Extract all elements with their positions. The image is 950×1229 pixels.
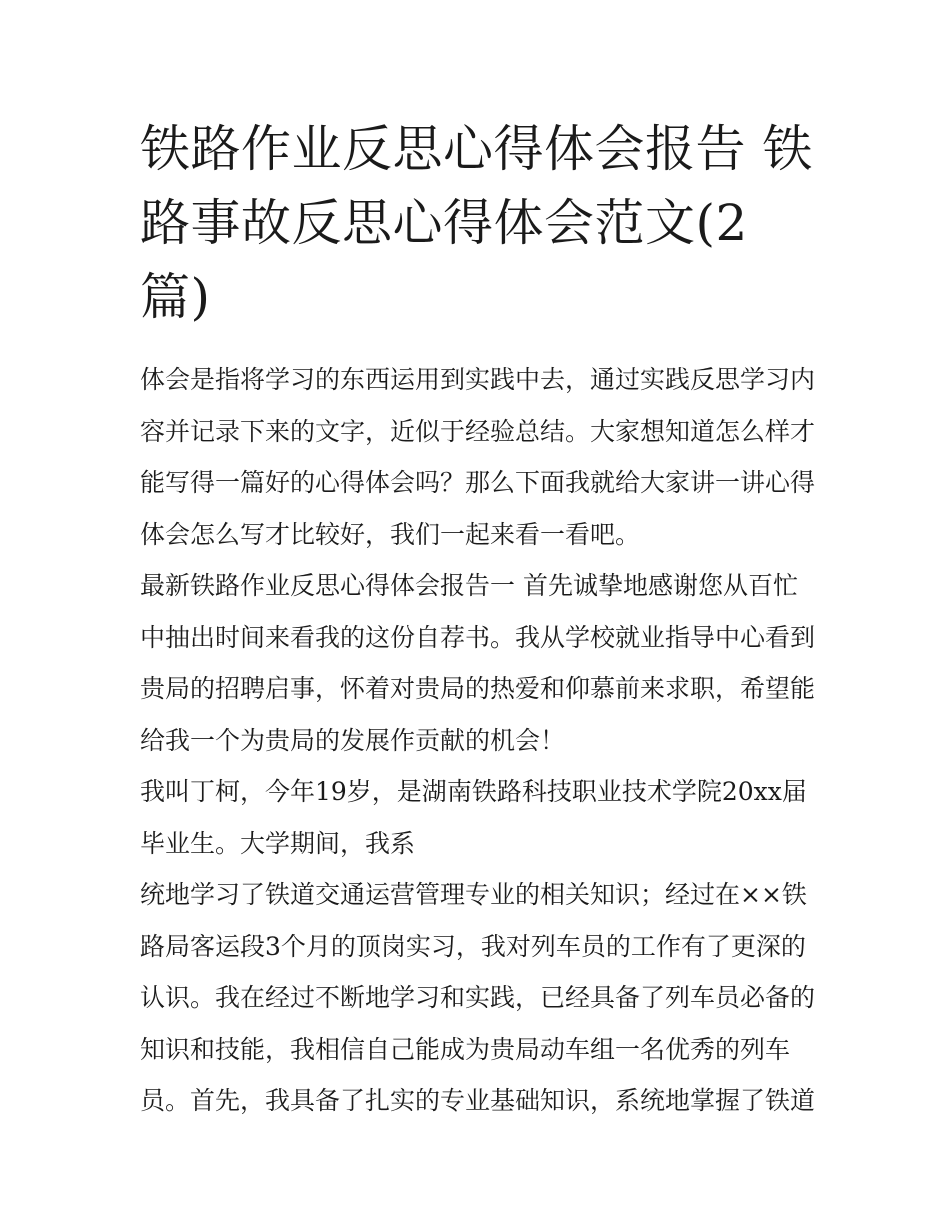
body-line: 路局客运段3个月的顶岗实习，我对列车员的工作有了更深的: [140, 931, 806, 961]
body-line: 体会怎么写才比较好，我们一起来看一看吧。: [140, 519, 641, 549]
body-line: 给我一个为贵局的发展作贡献的机会！: [140, 725, 566, 755]
document-title: [140, 112, 820, 334]
title-line: 篇): [140, 268, 211, 326]
body-line: 中抽出时间来看我的这份自荐书。我从学校就业指导中心看到: [140, 622, 816, 652]
body-line: 认识。我在经过不断地学习和实践，已经具备了列车员必备的: [140, 983, 816, 1012]
body-line: 最新铁路作业反思心得体会报告一 首先诚挚地感谢您从百忙: [140, 571, 798, 600]
body-line: 我叫丁柯，今年19岁，是湖南铁路科技职业技术学院20xx届: [140, 777, 807, 806]
title-line: 铁路作业反思心得体会报告 铁: [140, 120, 813, 178]
body-line: 体会是指将学习的东西运用到实践中去，通过实践反思学习内: [140, 365, 816, 394]
title-line: 路事故反思心得体会范文(2: [140, 194, 748, 252]
body-line: 能写得一篇好的心得体会吗？那么下面我就给大家讲一讲心得: [140, 468, 816, 497]
body-line: 毕业生。大学期间，我系: [140, 828, 416, 858]
document-body: [140, 360, 820, 1133]
body-line: 统地学习了铁道交通运营管理专业的相关知识；经过在××铁: [140, 880, 807, 909]
body-line: 贵局的招聘启事，怀着对贵局的热爱和仰慕前来求职，希望能: [140, 674, 816, 703]
body-line: 容并记录下来的文字，近似于经验总结。大家想知道怎么样才: [140, 416, 816, 446]
body-line: 知识和技能，我相信自己能成为贵局动车组一名优秀的列车: [140, 1034, 791, 1064]
body-line: 员。首先，我具备了扎实的专业基础知识，系统地掌握了铁道: [140, 1086, 816, 1115]
